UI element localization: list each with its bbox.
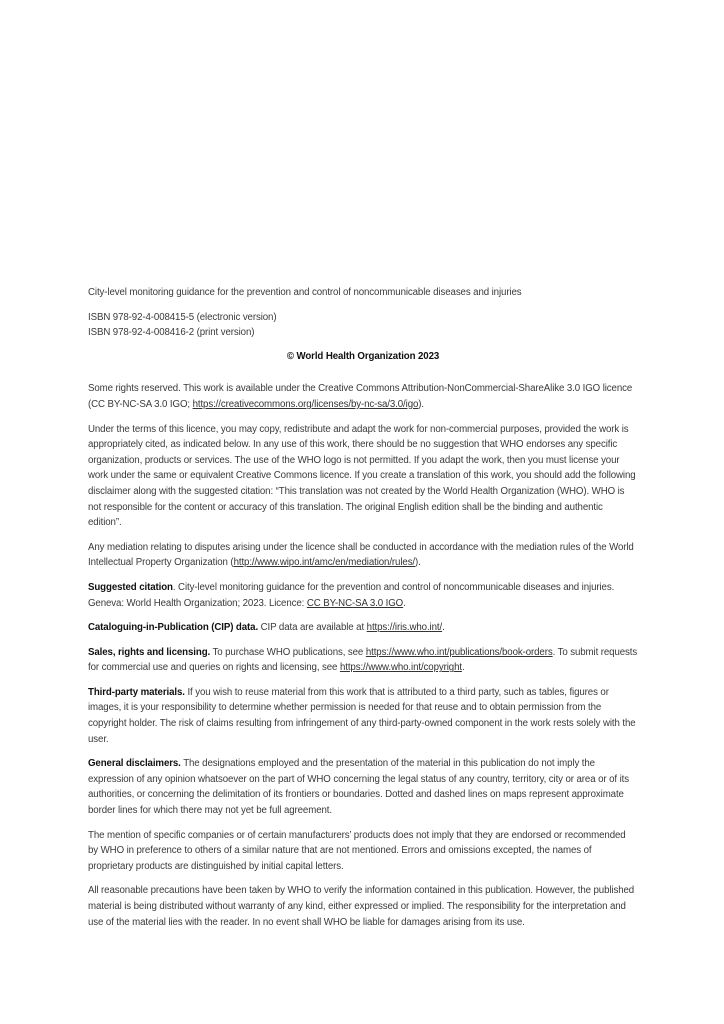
rights-paragraph <box>88 381 638 412</box>
wipo-link[interactable]: http://www.wipo.int/amc/en/mediation/rules/ <box>233 557 416 569</box>
sales-heading: Sales, rights and licensing. <box>88 646 211 658</box>
iris-link[interactable]: https://iris.who.int/ <box>366 622 443 634</box>
citation-heading: Suggested citation <box>88 581 173 593</box>
cip-tail: . <box>442 622 445 634</box>
sales-text: To purchase WHO publications, see <box>210 646 366 658</box>
third-party-heading: Third-party materials. <box>88 686 185 698</box>
sales-tail: . <box>461 662 465 674</box>
third-party-paragraph <box>88 685 638 747</box>
terms-paragraph: Under the terms of this licence, you may copy, redistribute and adapt the work for non-commercial purposes, provided the work is appropriately cited, as indicated below. In any use of this work, there should be no suggestion that WHO endorses any specific organization, products or services. The use of the WHO logo is not permitted. If you adapt the work, then you must license your work under the same or equivalent Creative Commons licence. If you create a translation of this work, you should add the following disclaimer along with the suggested citation: “This translation was not created by the World Health Organization (WHO). WHO is not responsible for the content or accuracy of this translation. The original English edition shall be the binding and authentic edition”. <box>88 423 636 529</box>
mediation-text: Any mediation relating to disputes arising under the licence shall be conducted in accordance with the mediation rules of the World Intellectual Property Organization ( <box>88 541 634 569</box>
mediation-tail: ). <box>415 557 421 569</box>
isbn-print: ISBN 978-92-4-008416-2 (print version) <box>88 327 255 339</box>
third-party-text: If you wish to reuse material from this work that is attributed to a third party, such as tables, figures or images, it is your responsibility to determine whether permission is needed for that reuse and to obtain permission from the copyright holder. The risk of claims resulting from infringement of any third-party-owned component in the work rests solely with the user. <box>88 686 636 745</box>
cip-text: CIP data are available at <box>258 622 367 634</box>
mediation-paragraph <box>88 540 638 571</box>
citation-license-link[interactable]: CC BY-NC-SA 3.0 IGO <box>306 597 404 609</box>
publication-title: City-level monitoring guidance for the prevention and control of noncommunicable diseases and injuries <box>88 287 522 298</box>
sales-text-2: . To submit requests for commercial use and queries on rights and licensing, see <box>88 646 638 674</box>
book-orders-link[interactable]: https://www.who.int/publications/book-orders <box>365 646 553 658</box>
sales-paragraph <box>88 645 638 676</box>
copyright-link[interactable]: https://www.who.int/copyright <box>339 662 462 674</box>
copyright-page <box>88 285 638 939</box>
rights-tail: ). <box>418 398 424 410</box>
disclaimers-heading: General disclaimers. <box>88 758 181 770</box>
precautions-paragraph: All reasonable precautions have been taken by WHO to verify the information contained in this publication. However, the published material is being distributed without warranty of any kind, either expressed or implied. The responsibility for the interpretation and use of the material lies with the reader. In no event shall WHO be liable for damages arising from its use. <box>88 885 635 928</box>
cc-license-link[interactable]: https://creativecommons.org/licenses/by-nc-sa/3.0/igo <box>192 398 419 410</box>
rights-text: Some rights reserved. This work is available under the Creative Commons Attribution-NonCommercial-ShareAlike 3.0 IGO licence (CC BY-NC-SA 3.0 IGO; <box>88 383 633 410</box>
cip-heading: Cataloguing-in-Publication (CIP) data. <box>88 622 259 634</box>
citation-paragraph <box>88 580 638 611</box>
copyright-notice: © World Health Organization 2023 <box>286 350 440 362</box>
mention-paragraph: The mention of specific companies or of certain manufacturers’ products does not imply that they are endorsed or recommended by WHO in preference to others of a similar nature that are not mentioned. Errors and omissions excepted, the names of proprietary products are distinguished by initial capital letters. <box>88 829 626 872</box>
disclaimers-text: The designations employed and the presentation of the material in this publication do not imply the expression of any opinion whatsoever on the part of WHO concerning the legal status of any country, territory, city or area or of its authorities, or concerning the delimitation of its frontiers or boundaries. Dotted and dashed lines on maps represent approximate border lines for which there may not yet be full agreement. <box>88 758 629 817</box>
disclaimers-paragraph <box>88 756 638 818</box>
cip-paragraph <box>88 620 638 636</box>
isbn-electronic: ISBN 978-92-4-008415-5 (electronic version) <box>88 311 277 323</box>
citation-text: . City-level monitoring guidance for the prevention and control of noncommunicable diseases and injuries. Geneva: World Health Organization; 2023. Licence: <box>88 581 615 609</box>
citation-tail: . <box>403 597 406 609</box>
